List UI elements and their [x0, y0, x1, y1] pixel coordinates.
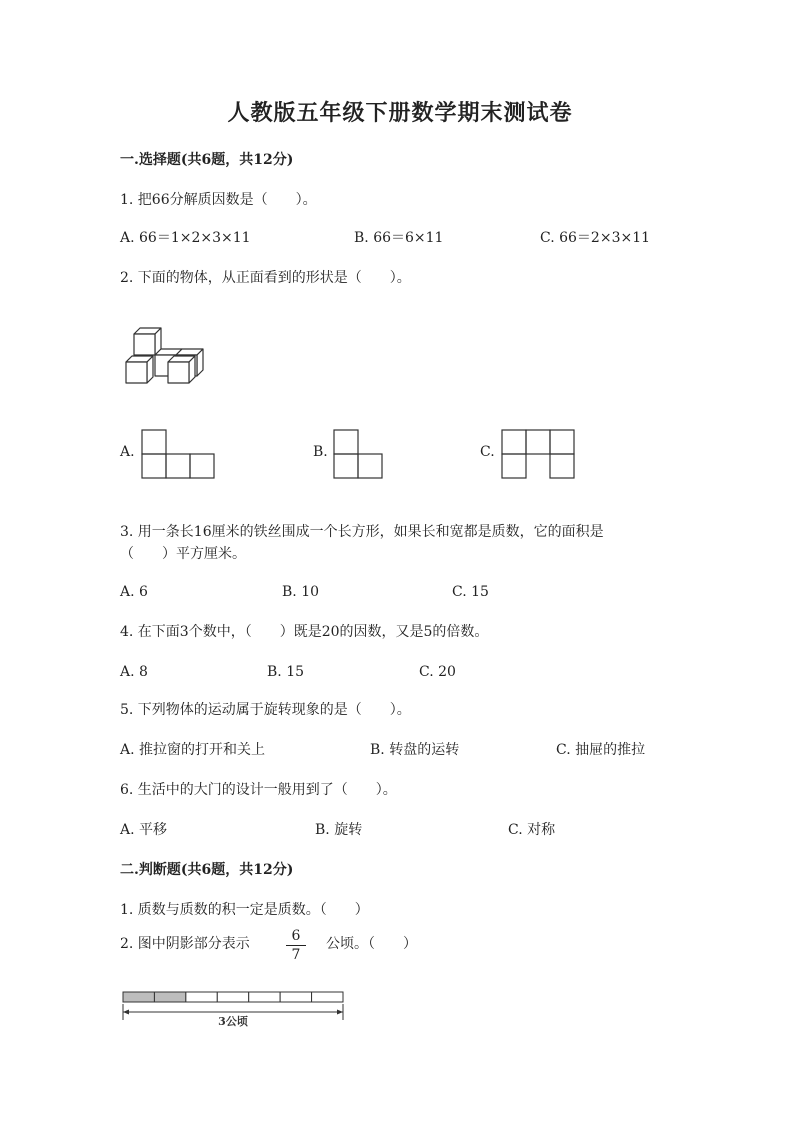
bar-segment	[280, 992, 311, 1002]
fraction-six-sevenths	[286, 928, 306, 963]
q4-option-a: A. 8	[120, 664, 148, 680]
cube-stack-figure	[120, 320, 210, 390]
q1-option-c: C. 66＝2×3×11	[540, 230, 651, 246]
judge-q2-prefix: 2. 图中阴影部分表示	[120, 936, 250, 952]
area-bar-diagram	[120, 990, 346, 1030]
judge-q2-suffix: 公顷。（ ）	[326, 936, 417, 952]
page-title: 人教版五年级下册数学期末测试卷	[227, 100, 573, 126]
q5-option-b: B. 转盘的运转	[370, 742, 460, 758]
q5-option-c: C. 抽屉的推拉	[556, 742, 646, 758]
bar-segment-shaded	[123, 992, 154, 1002]
fraction-denominator: 7	[291, 947, 301, 963]
q4-option-b: B. 15	[267, 664, 305, 680]
q1-option-a: A. 66＝1×2×3×11	[120, 230, 251, 246]
q6-option-b: B. 旋转	[315, 822, 363, 838]
q3-text-line2: （ ）平方厘米。	[120, 546, 246, 562]
section-2-heading: 二.判断题(共6题，共12分)	[120, 862, 294, 878]
q3-option-a: A. 6	[120, 584, 148, 600]
judge-q1-text: 1. 质数与质数的积一定是质数。（ ）	[120, 902, 369, 918]
bar-segment	[186, 992, 217, 1002]
q2-text: 2. 下面的物体，从正面看到的形状是（ ）。	[120, 270, 411, 286]
q2-option-b-shape	[333, 429, 383, 479]
bar-segments	[123, 992, 343, 1002]
q4-option-c: C. 20	[419, 664, 456, 680]
q1-text: 1. 把66分解质因数是（ ）。	[120, 192, 317, 208]
q2-option-b-label: B.	[313, 444, 328, 460]
q3-text-line1: 3. 用一条长16厘米的铁丝围成一个长方形，如果长和宽都是质数，它的面积是	[120, 524, 604, 540]
q6-option-c: C. 对称	[508, 822, 556, 838]
q1-option-b: B. 66＝6×11	[354, 230, 444, 246]
fraction-numerator: 6	[286, 928, 306, 946]
section-1-heading: 一.选择题(共6题，共12分)	[120, 152, 294, 168]
q4-text: 4. 在下面3个数中，（ ）既是20的因数，又是5的倍数。	[120, 624, 489, 640]
q6-option-a: A. 平移	[120, 822, 168, 838]
bar-label: 3公顷	[218, 1015, 248, 1028]
bar-segment	[249, 992, 280, 1002]
bar-segment-shaded	[154, 992, 185, 1002]
q2-option-a-shape	[141, 429, 215, 479]
q3-option-b: B. 10	[282, 584, 320, 600]
q2-option-c-shape	[501, 429, 575, 479]
bar-arrow-left	[123, 1010, 129, 1015]
bar-segment	[312, 992, 343, 1002]
q3-option-c: C. 15	[452, 584, 489, 600]
bar-arrow-right	[337, 1010, 343, 1015]
q5-option-a: A. 推拉窗的打开和关上	[120, 742, 266, 758]
q2-option-a-label: A.	[120, 444, 135, 460]
bar-segment	[217, 992, 248, 1002]
q2-option-c-label: C.	[480, 444, 495, 460]
q5-text: 5. 下列物体的运动属于旋转现象的是（ ）。	[120, 702, 411, 718]
q6-text: 6. 生活中的大门的设计一般用到了（ ）。	[120, 782, 397, 798]
